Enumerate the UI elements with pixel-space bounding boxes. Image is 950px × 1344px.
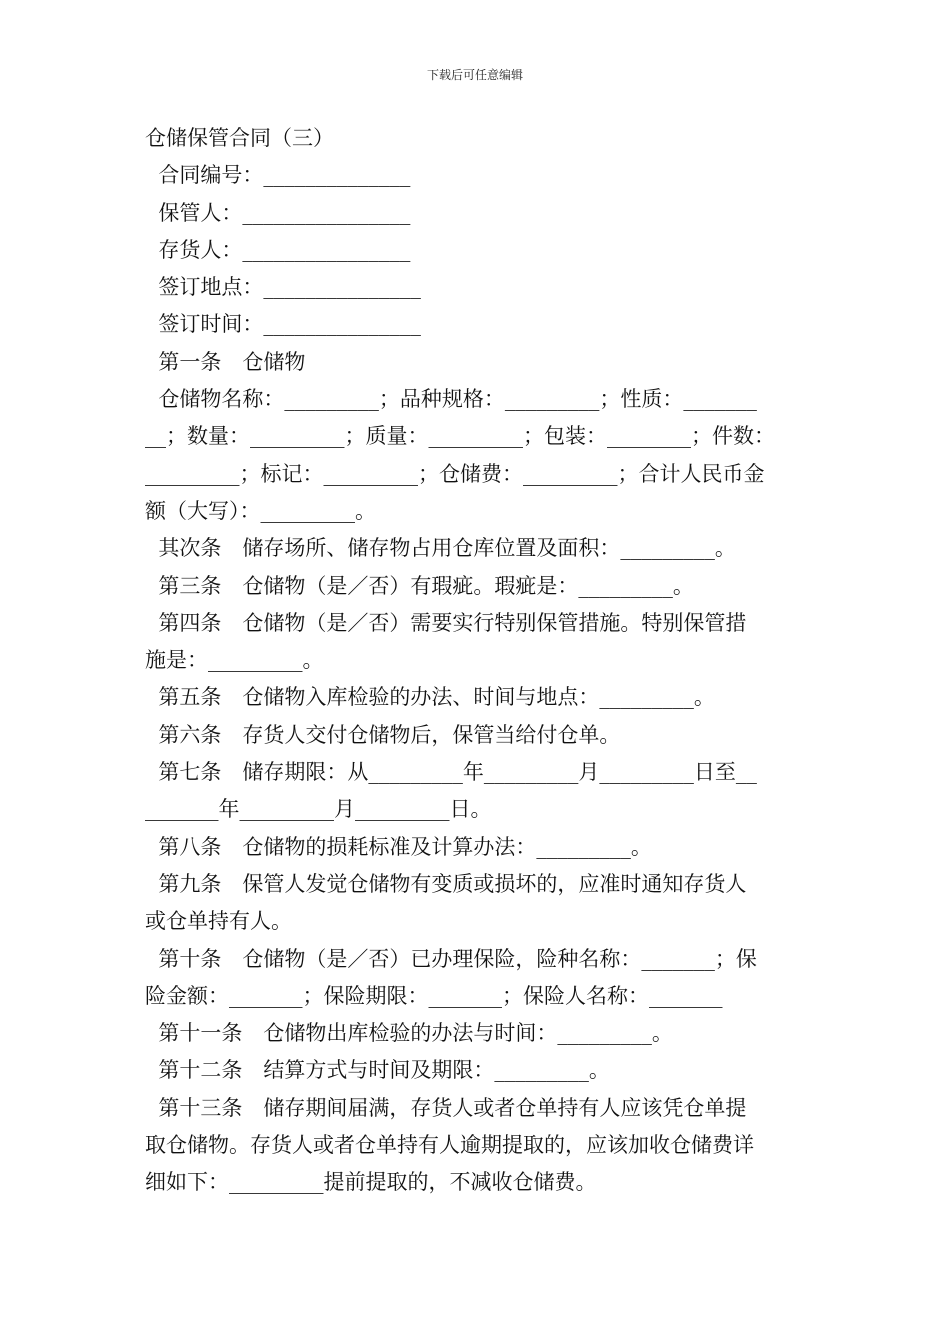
article-1-line: 仓储物名称：_________；品种规格：_________；性质：_______ — [145, 387, 757, 412]
contract-body — [145, 120, 810, 1202]
article-5: 第五条 仓储物入库检验的办法、时间与地点：_________。 — [145, 685, 715, 710]
article-13-line: 取仓储物。存货人或者仓单持有人逾期提取的，应该加收仓储费详 — [145, 1133, 754, 1158]
article-1-heading: 第一条 仓储物 — [145, 349, 306, 374]
article-8: 第八条 仓储物的损耗标准及计算办法：_________。 — [145, 834, 652, 859]
field-signing-place: 签订地点：_______________ — [145, 275, 421, 300]
article-2: 其次条 储存场所、储存物占用仓库位置及面积：_________。 — [145, 536, 736, 561]
article-12: 第十二条 结算方式与时间及期限：_________。 — [145, 1058, 610, 1083]
article-1-line: __；数量：_________；质量：_________；包装：________；件数： — [145, 424, 775, 449]
article-7-line: _______年_________月_________日。 — [145, 797, 492, 822]
page-header-note: 下载后可任意编辑 — [426, 68, 523, 82]
article-10-line: 险金额：_______；保险期限：_______；保险人名称：_______ — [145, 983, 723, 1008]
article-4-line: 施是：_________。 — [145, 648, 324, 673]
article-6: 第六条 存货人交付仓储物后，保管当给付仓单。 — [145, 722, 621, 747]
field-custodian: 保管人：________________ — [145, 200, 411, 225]
document-title: 仓储保管合同（三） — [145, 126, 334, 150]
article-1-line: 额（大写）：_________。 — [145, 498, 376, 523]
article-9-line: 或仓单持有人。 — [145, 909, 292, 934]
article-9-line: 第九条 保管人发觉仓储物有变质或损坏的，应准时通知存货人 — [145, 871, 747, 896]
article-7-line: 第七条 储存期限：从_________年_________月_________日至__ — [145, 760, 757, 785]
article-3: 第三条 仓储物（是／否）有瑕疵。瑕疵是：_________。 — [145, 573, 694, 598]
field-contract-number: 合同编号：______________ — [145, 163, 411, 188]
article-13-line: 细如下：_________提前提取的，不减收仓储费。 — [145, 1170, 597, 1195]
article-4-line: 第四条 仓储物（是／否）需要实行特别保管措施。特别保管措 — [145, 610, 747, 635]
field-signing-time: 签订时间：_______________ — [145, 312, 421, 337]
article-1-line: _________；标记：_________；仓储费：_________；合计人民币金 — [145, 461, 765, 486]
article-13-line: 第十三条 储存期间届满，存货人或者仓单持有人应该凭仓单提 — [145, 1095, 747, 1120]
field-depositor: 存货人：________________ — [145, 237, 411, 262]
article-10-line: 第十条 仓储物（是／否）已办理保险，险种名称：_______；保 — [145, 946, 757, 971]
article-11: 第十一条 仓储物出库检验的办法与时间：_________。 — [145, 1021, 673, 1046]
